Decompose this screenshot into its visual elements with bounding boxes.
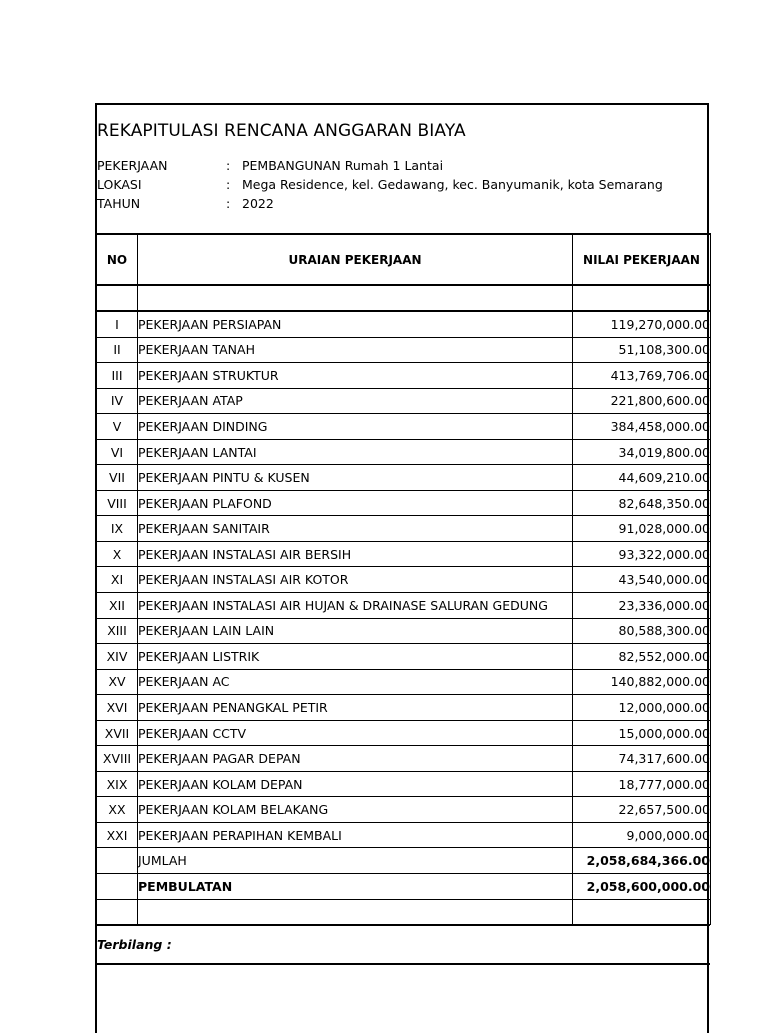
header-no: NO [97,234,138,285]
row-number: XXI [97,822,138,848]
spacer-cell [97,285,138,311]
row-value: 384,458,000.00 [573,414,711,440]
table-header-row [97,234,711,285]
budget-table [96,233,711,925]
jumlah-label: JUMLAH [138,848,573,874]
table-row [97,746,711,772]
row-description: PEKERJAAN PLAFOND [138,490,573,516]
row-number: XIII [97,618,138,644]
row-description: PEKERJAAN INSTALASI AIR BERSIH [138,541,573,567]
row-description: PEKERJAAN KOLAM BELAKANG [138,797,573,823]
pembulatan-row [97,874,711,900]
rab-sheet [95,103,709,1033]
pembulatan-label: PEMBULATAN [138,874,573,900]
row-value: 44,609,210.00 [573,465,711,491]
table-row [97,337,711,363]
spacer-cell [573,285,711,311]
row-number: XVI [97,695,138,721]
row-number: VII [97,465,138,491]
table-row [97,771,711,797]
row-description: PEKERJAAN SANITAIR [138,516,573,542]
row-value: 51,108,300.00 [573,337,711,363]
row-value: 43,540,000.00 [573,567,711,593]
table-row [97,822,711,848]
table-row [97,363,711,389]
row-value: 80,588,300.00 [573,618,711,644]
row-description: PEKERJAAN INSTALASI AIR HUJAN & DRAINASE SALURAN GEDUNG [138,593,573,619]
table-row [97,567,711,593]
empty-cell [573,899,711,924]
empty-row [97,899,711,924]
table-row [97,593,711,619]
row-number: I [97,311,138,337]
row-value: 91,028,000.00 [573,516,711,542]
terbilang-row [96,924,710,965]
meta-value: Mega Residence, kel. Gedawang, kec. Banyumanik, kota Semarang [242,177,663,192]
row-value: 18,777,000.00 [573,771,711,797]
row-number: XV [97,669,138,695]
table-row [97,414,711,440]
row-number: XVIII [97,746,138,772]
row-description: PEKERJAAN TANAH [138,337,573,363]
row-value: 413,769,706.00 [573,363,711,389]
row-description: PEKERJAAN PERSIAPAN [138,311,573,337]
row-value: 34,019,800.00 [573,439,711,465]
row-description: PEKERJAAN PAGAR DEPAN [138,746,573,772]
row-number: XX [97,797,138,823]
header-desc: URAIAN PEKERJAAN [138,234,573,285]
header-value: NILAI PEKERJAAN [573,234,711,285]
table-row [97,720,711,746]
row-number: VI [97,439,138,465]
row-description: PEKERJAAN CCTV [138,720,573,746]
jumlah-no-cell [97,848,138,874]
row-description: PEKERJAAN DINDING [138,414,573,440]
row-number: XVII [97,720,138,746]
table-row [97,465,711,491]
table-body [97,311,711,848]
empty-cell [97,899,138,924]
table-row [97,669,711,695]
row-value: 9,000,000.00 [573,822,711,848]
row-description: PEKERJAAN AC [138,669,573,695]
meta-label: LOKASI [97,177,142,192]
row-number: XIX [97,771,138,797]
row-number: XIV [97,644,138,670]
table-spacer-row [97,285,711,311]
row-number: IV [97,388,138,414]
row-value: 12,000,000.00 [573,695,711,721]
jumlah-row [97,848,711,874]
table-row [97,541,711,567]
table-row [97,388,711,414]
row-description: PEKERJAAN KOLAM DEPAN [138,771,573,797]
row-value: 23,336,000.00 [573,593,711,619]
table-row [97,618,711,644]
terbilang-label: Terbilang : [97,937,172,952]
meta-separator: : [226,177,231,192]
row-value: 93,322,000.00 [573,541,711,567]
row-description: PEKERJAAN LAIN LAIN [138,618,573,644]
row-description: PEKERJAAN LANTAI [138,439,573,465]
row-number: V [97,414,138,440]
jumlah-value: 2,058,684,366.00 [573,848,711,874]
row-description: PEKERJAAN ATAP [138,388,573,414]
row-number: II [97,337,138,363]
row-number: XII [97,593,138,619]
row-value: 22,657,500.00 [573,797,711,823]
empty-cell [138,899,573,924]
row-description: PEKERJAAN PENANGKAL PETIR [138,695,573,721]
meta-label: PEKERJAAN [97,158,168,173]
row-number: XI [97,567,138,593]
spacer-cell [138,285,573,311]
row-value: 82,648,350.00 [573,490,711,516]
meta-value: PEMBANGUNAN Rumah 1 Lantai [242,158,444,173]
pembulatan-no-cell [97,874,138,900]
meta-separator: : [226,196,231,211]
row-value: 221,800,600.00 [573,388,711,414]
meta-separator: : [226,158,231,173]
table-row [97,516,711,542]
row-value: 119,270,000.00 [573,311,711,337]
meta-value: 2022 [242,196,274,211]
table-row [97,695,711,721]
document-title: REKAPITULASI RENCANA ANGGARAN BIAYA [97,121,466,141]
table-row [97,490,711,516]
row-value: 74,317,600.00 [573,746,711,772]
row-value: 15,000,000.00 [573,720,711,746]
row-number: VIII [97,490,138,516]
pembulatan-value: 2,058,600,000.00 [573,874,711,900]
row-description: PEKERJAAN INSTALASI AIR KOTOR [138,567,573,593]
row-value: 140,882,000.00 [573,669,711,695]
table-row [97,311,711,337]
row-value: 82,552,000.00 [573,644,711,670]
row-number: X [97,541,138,567]
row-description: PEKERJAAN STRUKTUR [138,363,573,389]
row-description: PEKERJAAN PINTU & KUSEN [138,465,573,491]
row-description: PEKERJAAN LISTRIK [138,644,573,670]
table-row [97,439,711,465]
row-description: PEKERJAAN PERAPIHAN KEMBALI [138,822,573,848]
row-number: III [97,363,138,389]
row-number: IX [97,516,138,542]
table-row [97,797,711,823]
meta-label: TAHUN [97,196,141,211]
table-row [97,644,711,670]
